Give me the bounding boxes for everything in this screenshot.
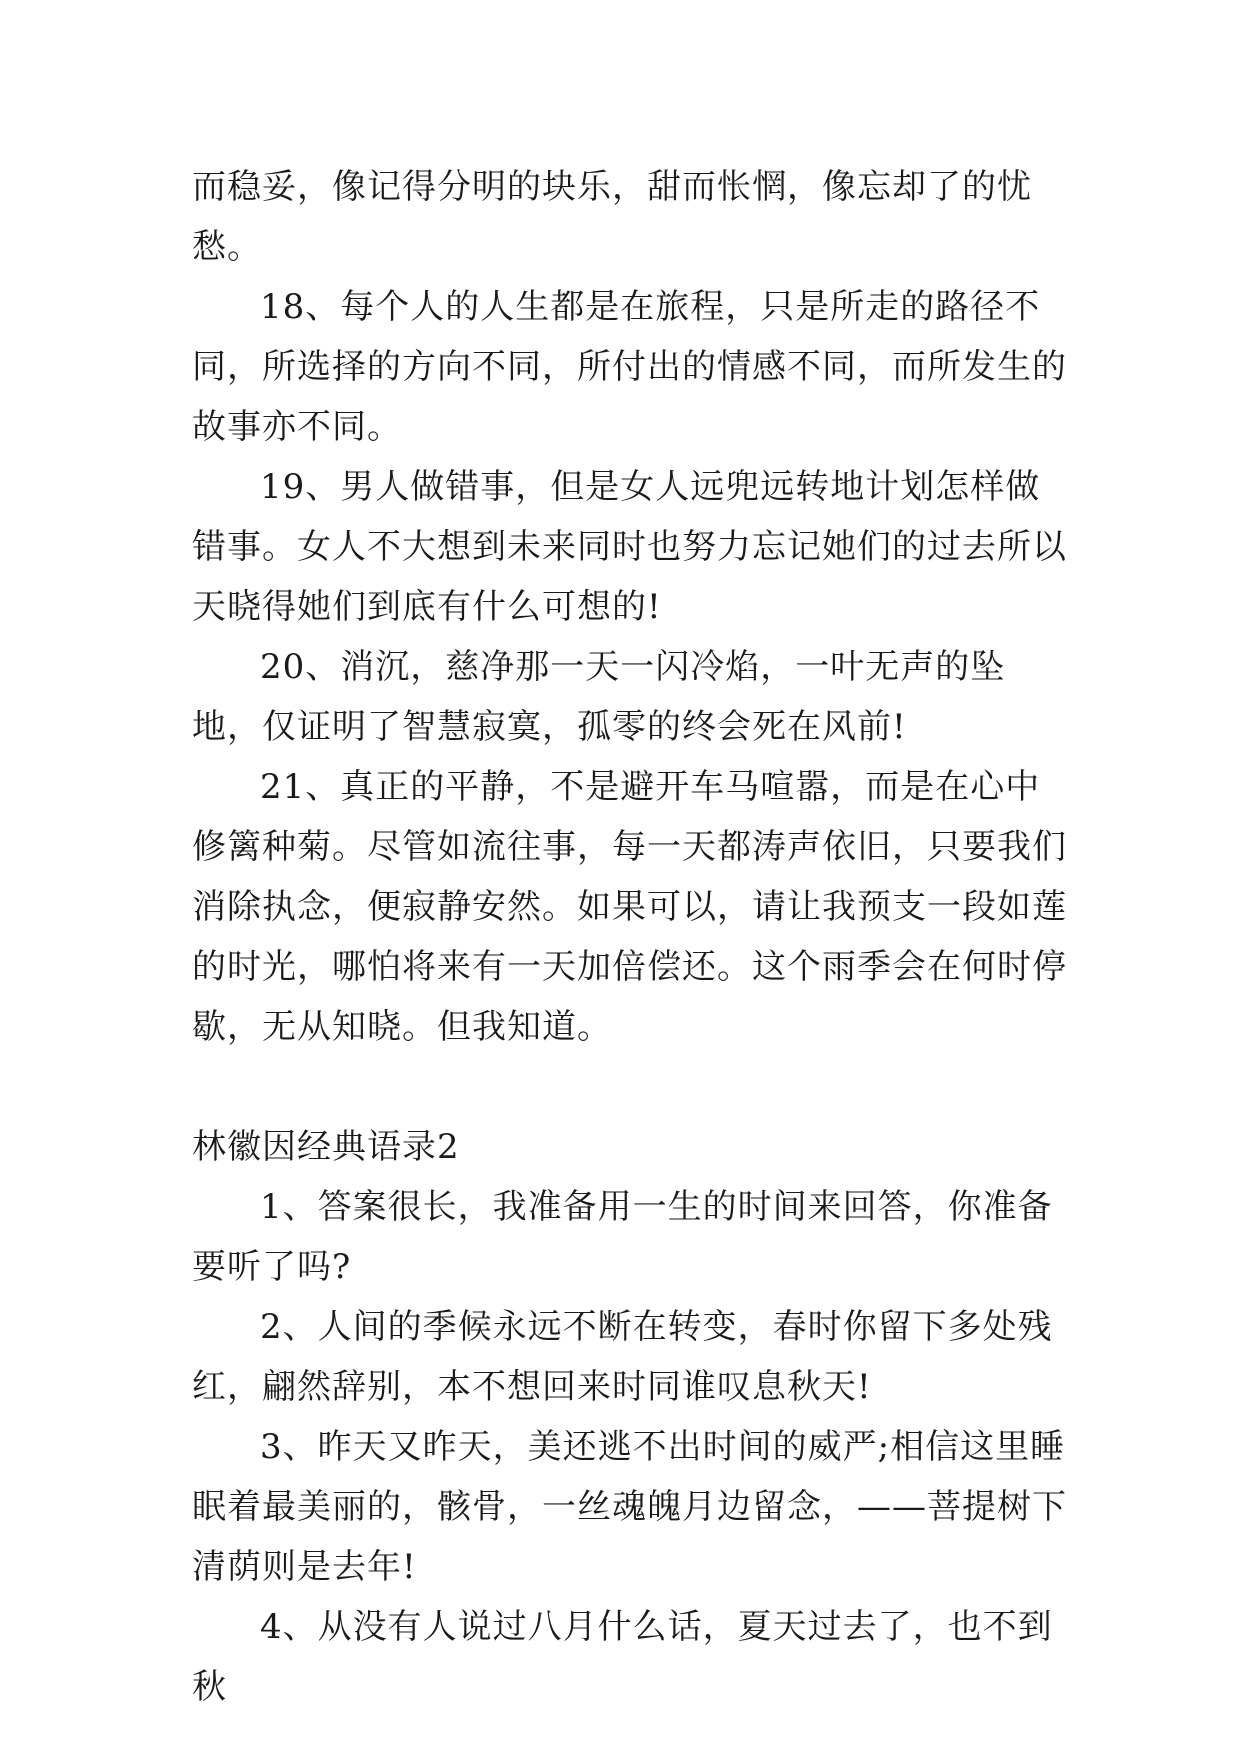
quote-item-1: 1、答案很长，我准备用一生的时间来回答，你准备要听了吗? [192,1187,1053,1287]
section-heading: 林徽因经典语录2 [192,1127,460,1167]
quote-item-2: 2、人间的季候永远不断在转变，春时你留下多处残红，翩然辞别，本不想回来时同谁叹息秋天! [192,1307,1053,1407]
quote-item-21: 21、真正的平静，不是避开车马喧嚣，而是在心中修篱种菊。尽管如流往事，每一天都涛声依旧，只要我们消除执念，便寂静安然。如果可以，请让我预支一段如莲的时光，哪怕将来有一天加倍偿还。这个雨季会在何时停歇，无从知晓。但我知道。 [192,767,1067,1047]
quote-item-20: 20、消沉，慈净那一天一闪冷焰，一叶无声的坠地，仅证明了智慧寂寞，孤零的终会死在风前! [192,647,1006,747]
quote-item-19: 19、男人做错事，但是女人远兜远转地计划怎样做错事。女人不大想到未来同时也努力忘记她们的过去所以天晓得她们到底有什么可想的! [192,467,1067,627]
quote-item-18: 18、每个人的人生都是在旅程，只是所走的路径不同，所选择的方向不同，所付出的情感不同，而所发生的故事亦不同。 [192,287,1067,447]
quote-item-3: 3、昨天又昨天，美还逃不出时间的威严;相信这里睡眠着最美丽的，骸骨，一丝魂魄月边留念，——菩提树下清荫则是去年! [192,1427,1067,1587]
paragraph-continuation: 而稳妥，像记得分明的块乐，甜而怅惘，像忘却了的忧愁。 [192,167,1032,267]
document-body [192,157,1072,1717]
quote-item-4: 4、从没有人说过八月什么话，夏天过去了，也不到秋 [192,1607,1053,1707]
